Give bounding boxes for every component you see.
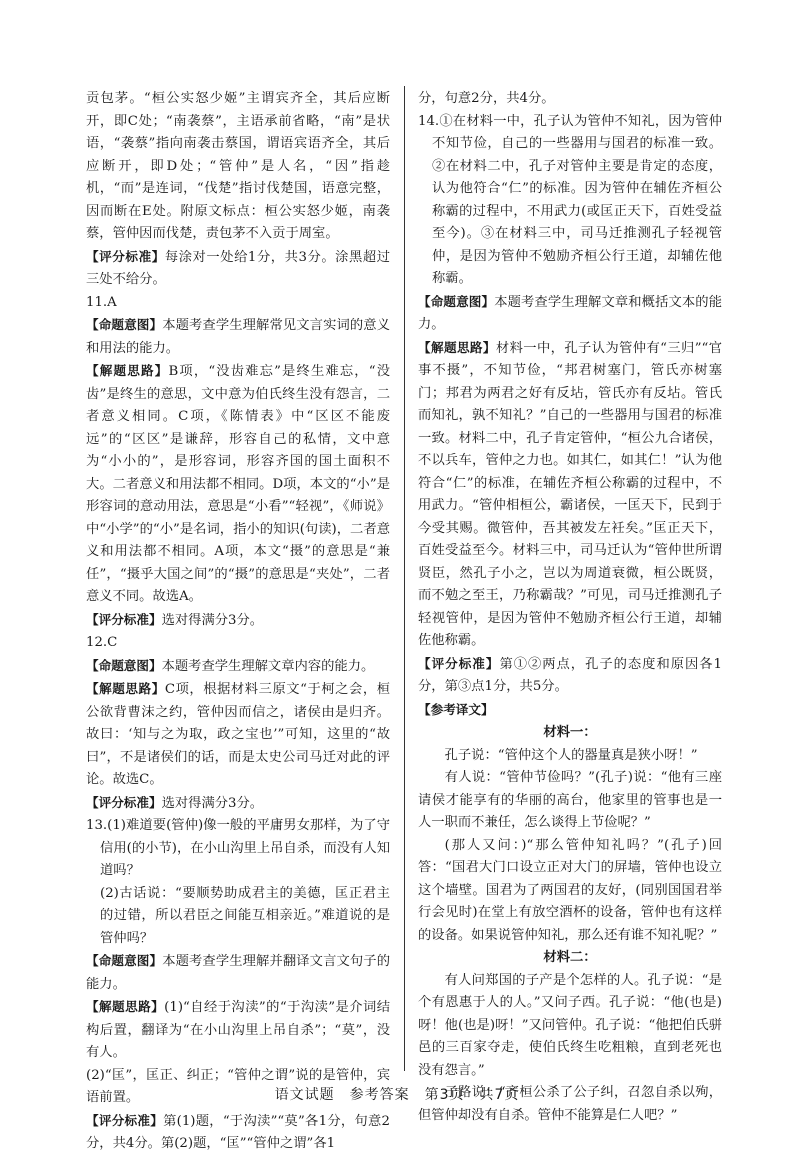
section-tag: 【解题思路】: [418, 339, 496, 355]
material-heading: 材料一：: [543, 725, 597, 740]
paragraph: 【解题思路】B项，“没齿难忘”是终生难忘，“没齿”是终生的意思，文中意为伯氏终生没有怨言，二者意义相同。C项，《陈情表》中“区区不能废远”的“区区”是谦辞，形容自己的私情，文中意为“小小的”，是形容词，形容齐国的国土面积不大。二者意义和用法都不相同。D项，本文的“小”是形容词的意动用法，意思是“小看”“轻视”，《师说》中“小学”的“小”是名词，指小的知识(句读)，二者意义和用法都不相同。A项，本文“摄”的意思是“兼任”，“摄乎大国之间”的“摄”的意思是“夹处”，二者意义不同。故选A。: [86, 363, 391, 604]
section-tag: 【命题意图】: [418, 293, 495, 309]
section-tag: 【解题思路】: [86, 681, 165, 696]
material-heading: 材料二：: [543, 950, 597, 965]
section-tag: 【评分标准】: [86, 794, 162, 810]
section-tag: 【命题意图】: [86, 657, 162, 673]
paragraph: 【评分标准】第(1)题，“于沟渎”“莫”各1分，句意2分，共4分。第(2)题，“匡”“管仲之谓”各1: [86, 1112, 390, 1151]
paragraph: 【命题意图】本题考查学生理解常见文言实词的意义和用法的能力。: [86, 317, 391, 356]
page-footer: 语文试题 参考答案 第3页 共7页: [274, 1087, 520, 1103]
paragraph: [418, 699, 722, 723]
paragraph: (2)“匡”，匡正、纠正；“管仲之谓”说的是管仲，宾语前置。: [86, 1067, 390, 1105]
section-tag: 【解题思路】: [86, 363, 169, 378]
translation-paragraph: 孔子说：“管仲这个人的器量真是狭小呀！”: [444, 747, 698, 763]
paragraph: 分，句意2分，共4分。: [418, 91, 555, 106]
paragraph: 【评分标准】选对得满分3分。: [86, 611, 264, 628]
section-tag: 【评分标准】: [86, 611, 162, 627]
paragraph: 【评分标准】选对得满分3分。: [86, 794, 264, 811]
translation-paragraph: 子路说：“齐桓公杀了公子纠，召忽自杀以殉，但管仲却没有自杀。管仲不能算是仁人吧？”: [418, 1085, 722, 1123]
question-number: 12.C: [86, 635, 118, 650]
section-tag: 【解题思路】: [86, 999, 165, 1014]
paragraph: 【解题思路】材料一中，孔子认为管仲有“三归”“官事不摄”，不知节俭，“邦君树塞门，管氏亦树塞门；邦君为两君之好有反坫，管氏亦有反坫。管氏而知礼，孰不知礼？”自己的一些器用与国君的标准一致。材料二中，孔子肯定管仲，“桓公九合诸侯，不以兵车，管仲之力也。如其仁，如其仁！”认为他符合“仁”的标准，在辅佐齐桓公称霸的过程中，不用武力。“管仲相桓公，霸诸侯，一匡天下，民到于今受其赐。微管仲，吾其被发左衽矣。”匡正天下，百姓受益至今。材料三中，司马迁认为“管仲世所谓贤臣，然孔子小之，岂以为周道衰微，桓公既贤，而不勉之至王，乃称霸哉？”可见，司马迁推测孔子轻视管仲，是因为管仲不勉励齐桓公行王道，却辅佐他称霸。: [418, 339, 722, 648]
section-tag: 【命题意图】: [86, 953, 163, 968]
translation-paragraph: 有人说：“管仲节俭吗？”(孔子)说：“他有三座请侯才能享有的华丽的高台，他家里的管事也是一人一职而不兼任，怎么谈得上节俭呢？”: [418, 770, 722, 830]
answer-14: 14.①在材料一中，孔子认为管仲不知礼，因为管仲不知节俭，自己的一些器用与国君的标准一致。②在材料二中，孔子对管仲主要是肯定的态度，认为他符合“仁”的标准。因为管仲在辅佐齐桓公称霸的过程中，不用武力(或匡正天下，百姓受益至今)。③在材料三中，司马迁推测孔子轻视管仲，是因为管仲不勉励齐桓公行王道，却辅佐他称霸。: [418, 113, 722, 286]
section-tag: 【评分标准】: [86, 1112, 164, 1128]
translation-paragraph: 有人问郑国的子产是个怎样的人。孔子说：“是个有恩惠于人的人。”又问子西。孔子说：“他(也是)呀！他(也是)呀！”又问管仲。孔子说：“他把伯氏骈邑的三百家夺走，使伯氏终生吃粗粮，直到老死也没有怨言。”: [418, 972, 722, 1078]
answer-13-2: (2)古话说：“要顺势助成君主的美德，匡正君主的过错，所以君臣之间能互相亲近。”难道说的是管仲吗？: [100, 885, 390, 946]
question-number: 11.A: [86, 294, 117, 310]
paragraph: 贡包茅。“桓公实怒少姬”主谓宾齐全，其后应断开，即C处；“南袭蔡”，主语承前省略，“南”是状语，“袭蔡”指向南袭击蔡国，谓语宾语齐全，其后应断开，即D处；“管仲”是人名，“因”指趁机，“而”是连词，“伐楚”指讨伐楚国，语意完整，因而断在E处。附原文标点：桓公实怒少姬，南袭蔡，管仲因而伐楚，责包茅不入贡于周室。: [86, 91, 390, 241]
paragraph: 【评分标准】第①②两点，孔子的态度和原因各1分，第③点1分，共5分。: [418, 655, 723, 694]
right-column: [418, 88, 722, 1127]
answer-13-1: 13.(1)难道要(管仲)像一般的平庸男女那样，为了守信用(的小节)，在小山沟里上吊自杀，而没有人知道吗？: [86, 818, 390, 878]
column-divider: [404, 86, 405, 1071]
paragraph: 【命题意图】本题考查学生理解文章和概括文本的能力。: [418, 293, 723, 332]
section-tag: 【评分标准】: [86, 248, 165, 264]
paragraph: 【解题思路】(1)“自经于沟渎”的“于沟渎”是介词结构后置，翻译为“在小山沟里上吊自杀”；“莫”，没有人。: [86, 999, 391, 1060]
section-tag: 【评分标准】: [418, 655, 500, 671]
paragraph: 【解题思路】C项，根据材料三原文“于柯之会，桓公欲背曹沫之约，管仲因而信之，诸侯由是归齐。故曰：‘知与之为取，政之宝也’”可知，这里的“故曰”，不是诸侯们的话，而是太史公司马迁对此的评论。故选C。: [86, 681, 390, 787]
paragraph: 【命题意图】本题考查学生理解文章内容的能力。: [86, 657, 375, 674]
section-tag: 【参考译文】: [418, 701, 494, 717]
left-column: [86, 88, 390, 1156]
paragraph: 【评分标准】每涂对一处给1分，共3分。涂黑超过三处不给分。: [86, 248, 391, 287]
section-tag: 【命题意图】: [86, 317, 163, 332]
paragraph: 【命题意图】本题考查学生理解并翻译文言文句子的能力。: [86, 953, 391, 992]
translation-paragraph: (那人又问：)“那么管仲知礼吗？”(孔子)回答：“国君大门口设立正对大门的屏墙，管仲也设立这个墙壁。国君为了两国君的友好，(同别国国君举行会见时)在堂上有放空酒杯的设备，管仲也有这样的设备。如果说管仲知礼，那么还有谁不知礼呢？”: [418, 837, 722, 943]
